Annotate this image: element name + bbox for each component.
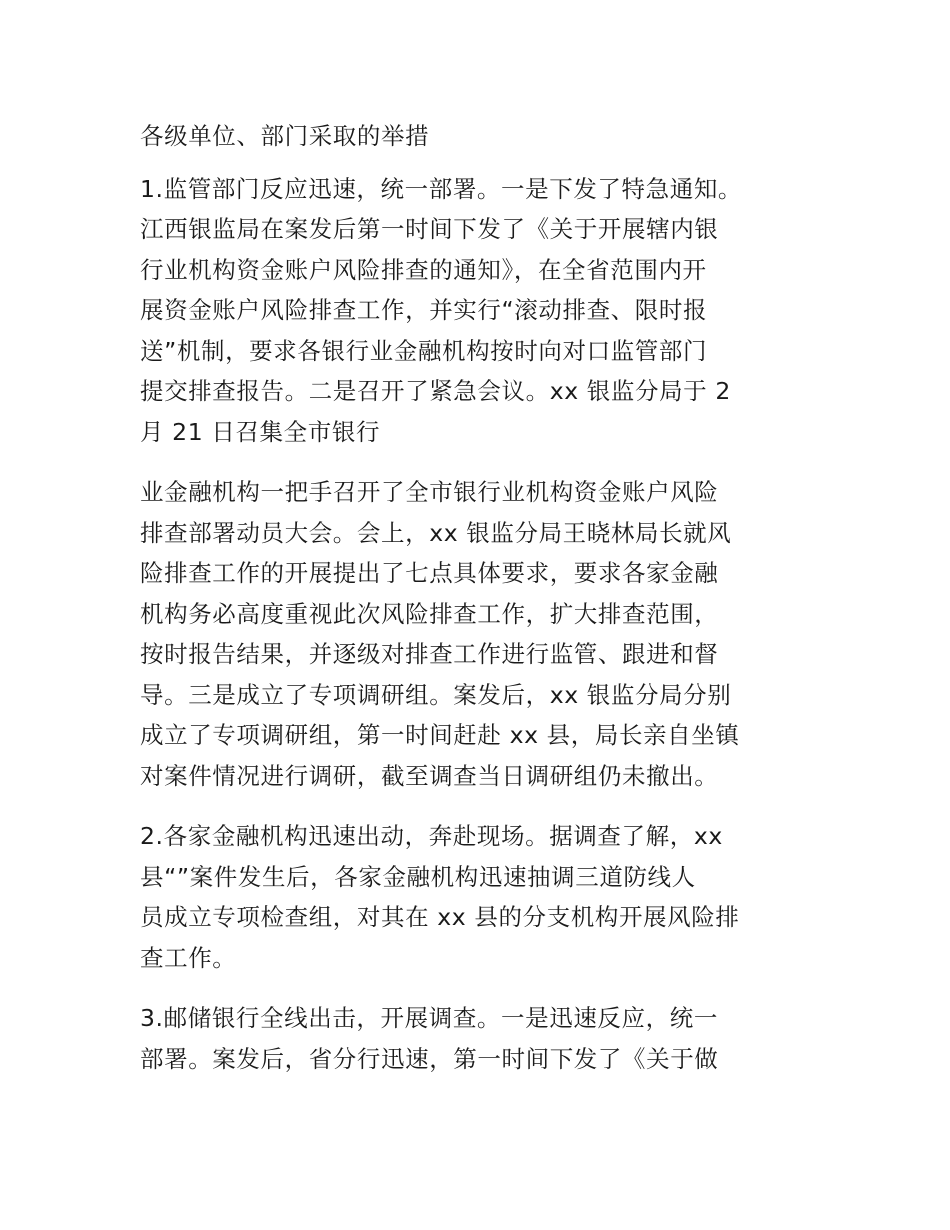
paragraph-line: 机构务必高度重视此次风险排查工作，扩大排查范围， — [140, 599, 719, 628]
paragraph-line: 查工作。 — [140, 943, 237, 972]
paragraph-line: 成立了专项调研组，第一时间赶赴 xx 县，局长亲自坐镇 — [140, 721, 740, 749]
paragraph-line: 江西银监局在案发后第一时间下发了《关于开展辖内银 — [140, 215, 719, 243]
heading-text: 各级单位、部门采取的举措 — [140, 122, 430, 150]
paragraph-line: 月 21 日召集全市银行 — [140, 417, 381, 446]
paragraph-line: 险排查工作的开展提出了七点具体要求，要求各家金融 — [140, 559, 719, 587]
paragraph-1 — [140, 169, 810, 453]
paragraph-3 — [140, 816, 810, 978]
paragraph-line: 导。三是成立了专项调研组。案发后，xx 银监分局分别 — [140, 680, 732, 709]
paragraph-line: 排查部署动员大会。会上，xx 银监分局王晓林局长就风 — [140, 518, 732, 547]
paragraph-4 — [140, 998, 810, 1079]
paragraph-line: 员成立专项检查组，对其在 xx 县的分支机构开展风险排 — [140, 903, 740, 931]
paragraph-line: 1.监管部门反应迅速，统一部署。一是下发了特急通知。 — [140, 174, 743, 203]
document-page — [140, 116, 810, 1079]
paragraph-line: 3.邮储银行全线出击，开展调查。一是迅速反应，统一 — [140, 1004, 718, 1032]
paragraph-line: 业金融机构一把手召开了全市银行业机构资金账户风险 — [140, 478, 719, 506]
section-heading — [140, 116, 810, 157]
paragraph-line: 提交排查报告。二是召开了紧急会议。xx 银监分局于 2 — [140, 377, 731, 405]
paragraph-line: 送”机制，要求各银行业金融机构按时向对口监管部门 — [140, 336, 708, 365]
paragraph-line: 按时报告结果，并逐级对排查工作进行监管、跟进和督 — [140, 640, 719, 668]
paragraph-line: 县“”案件发生后，各家金融机构迅速抽调三道防线人 — [140, 862, 696, 891]
paragraph-line: 部署。案发后，省分行迅速，第一时间下发了《关于做 — [140, 1044, 719, 1073]
paragraph-line: 行业机构资金账户风险排查的通知》，在全省范围内开 — [140, 255, 707, 284]
paragraph-line: 对案件情况进行调研，截至调查当日调研组仍未撤出。 — [140, 761, 719, 790]
paragraph-line: 展资金账户风险排查工作，并实行“滚动排查、限时报 — [140, 296, 708, 324]
paragraph-2 — [140, 472, 810, 796]
paragraph-line: 2.各家金融机构迅速出动，奔赴现场。据调查了解，xx — [140, 822, 723, 850]
